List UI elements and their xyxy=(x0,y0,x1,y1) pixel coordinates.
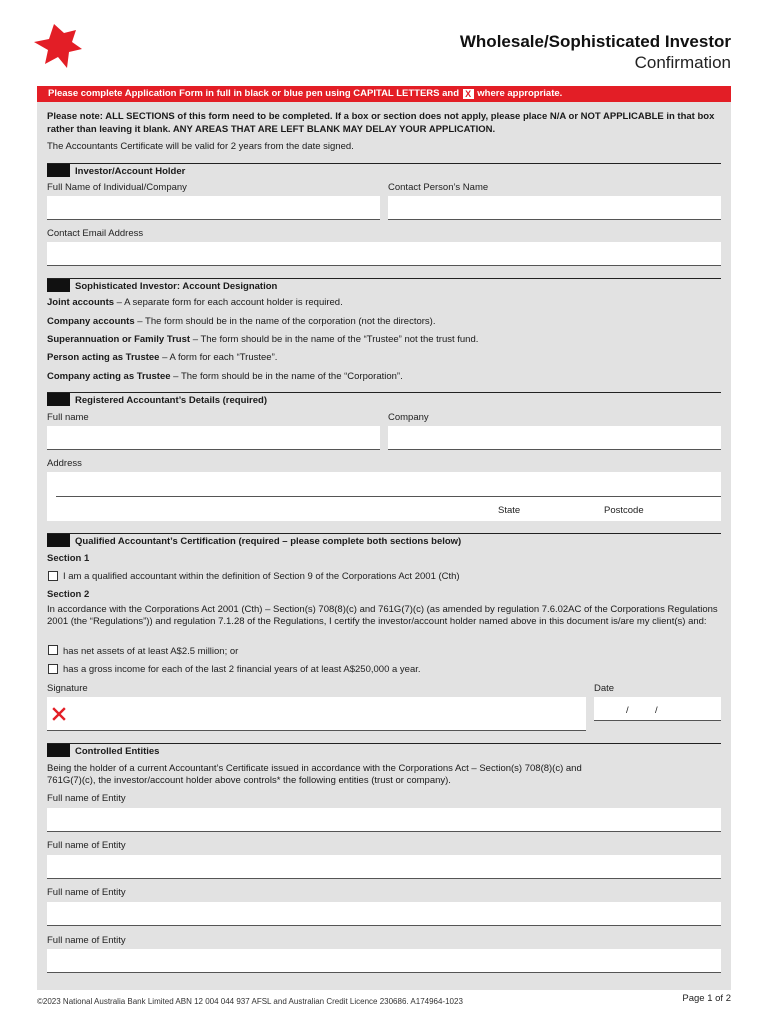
form-title-line2: Confirmation xyxy=(634,53,731,72)
section-divider xyxy=(47,392,721,393)
qualified-accountant-checkbox[interactable] xyxy=(48,571,58,581)
full-name-label: Full Name of Individual/Company xyxy=(47,182,187,193)
accountant-company-field[interactable] xyxy=(388,426,721,450)
signature-field[interactable] xyxy=(47,697,586,731)
date-separator: / xyxy=(655,705,658,716)
section-divider xyxy=(47,533,721,534)
banner-text-before: Please complete Application Form in full in black or blue pen using CAPITAL LETTERS and xyxy=(48,88,460,99)
section-marker xyxy=(47,744,70,757)
page-number: Page 1 of 2 xyxy=(682,993,731,1004)
legal-footer: ©2023 National Australia Bank Limited ABN 12 004 044 937 AFSL and Australian Credit Licence 230686. A174964-1023 xyxy=(37,997,463,1006)
entity-name-field[interactable] xyxy=(47,949,721,973)
contact-person-field[interactable] xyxy=(388,196,721,220)
gross-income-text: has a gross income for each of the last 2 financial years of at least A$250,000 a year. xyxy=(63,664,421,675)
email-field[interactable] xyxy=(47,242,721,266)
completion-note: Please note: ALL SECTIONS of this form need to be completed. If a box or section does not apply, please place N/A or NOT APPLICABLE in that box rather than leaving it blank. ANY AREAS THAT ARE LEFT BLANK MAY DELAY YOUR APPLICATION. xyxy=(47,111,715,135)
banner-x-box-icon: X xyxy=(463,89,474,99)
gross-income-checkbox[interactable] xyxy=(48,664,58,674)
investor-heading: Investor/Account Holder xyxy=(75,166,186,177)
accountant-company-label: Company xyxy=(388,412,429,423)
entities-heading: Controlled Entities xyxy=(75,746,160,757)
address-line xyxy=(56,496,721,497)
state-label: State xyxy=(498,505,521,516)
designation-item: Company acting as Trustee – The form should be in the name of the “Corporation”. xyxy=(47,371,403,382)
designation-item: Person acting as Trustee – A form for each “Trustee”. xyxy=(47,352,278,363)
section-marker xyxy=(47,279,70,292)
section1-label: Section 1 xyxy=(47,553,90,564)
section-divider xyxy=(47,743,721,744)
net-assets-checkbox[interactable] xyxy=(48,645,58,655)
accountant-heading: Registered Accountant’s Details (required) xyxy=(75,395,267,406)
designation-item: Company accounts – The form should be in the name of the corporation (not the directors). xyxy=(47,316,436,327)
red-cross-icon xyxy=(52,707,66,721)
nab-star-logo xyxy=(34,24,82,68)
entity-name-label: Full name of Entity xyxy=(47,840,126,851)
form-title xyxy=(460,32,731,74)
entities-intro: Being the holder of a current Accountant’s Certificate issued in accordance with the Corporations Act – Section(s) 708(8)(c) and 761G(7)(c), the investor/account holder above controls* the following entities (trust or company). xyxy=(47,763,582,786)
certification-heading: Qualified Accountant’s Certification (required – please complete both sections below) xyxy=(75,536,462,547)
address-label: Address xyxy=(47,458,82,469)
email-label: Contact Email Address xyxy=(47,228,144,239)
section-marker xyxy=(47,393,70,406)
validity-note: The Accountants Certificate will be valid for 2 years from the date signed. xyxy=(47,141,354,152)
entity-name-label: Full name of Entity xyxy=(47,935,126,946)
date-separator: / xyxy=(626,705,629,716)
entity-name-label: Full name of Entity xyxy=(47,887,126,898)
form-title-line1: Wholesale/Sophisticated Investor xyxy=(459,32,731,51)
entity-name-field[interactable] xyxy=(47,808,721,832)
designation-item: Joint accounts – A separate form for each account holder is required. xyxy=(47,297,343,308)
qualified-accountant-text: I am a qualified accountant within the definition of Section 9 of the Corporations Act 2001 (Cth) xyxy=(63,571,460,582)
signature-label: Signature xyxy=(47,683,88,694)
entity-name-label: Full name of Entity xyxy=(47,793,126,804)
date-label: Date xyxy=(594,683,615,694)
banner-text-after: where appropriate. xyxy=(477,88,563,99)
accountant-name-label: Full name xyxy=(47,412,89,423)
full-name-field[interactable] xyxy=(47,196,380,220)
entity-name-field[interactable] xyxy=(47,855,721,879)
accountant-name-field[interactable] xyxy=(47,426,380,450)
section2-statement: In accordance with the Corporations Act 2001 (Cth) – Section(s) 708(8)(c) and 761G(7)(c) (as amended by regulation 7.6.02AC of the Corporations Regulations 2001 (the “Regulations”)) and regulation 7.1.28 of the Regulations, I certify the investor/account holder named above in this document is/are my client(s) and: xyxy=(47,604,718,627)
postcode-label: Postcode xyxy=(604,505,644,516)
section-marker xyxy=(47,534,70,547)
section-marker xyxy=(47,164,70,177)
section2-label: Section 2 xyxy=(47,589,90,600)
contact-person-label: Contact Person’s Name xyxy=(388,182,489,193)
entity-name-field[interactable] xyxy=(47,902,721,926)
net-assets-text: has net assets of at least A$2.5 million; or xyxy=(63,646,239,657)
instruction-banner xyxy=(37,86,731,102)
designation-item: Superannuation or Family Trust – The form should be in the name of the “Trustee” not the trust fund. xyxy=(47,334,479,345)
section-divider xyxy=(47,163,721,164)
designation-heading: Sophisticated Investor: Account Designation xyxy=(75,281,278,292)
section-divider xyxy=(47,278,721,279)
